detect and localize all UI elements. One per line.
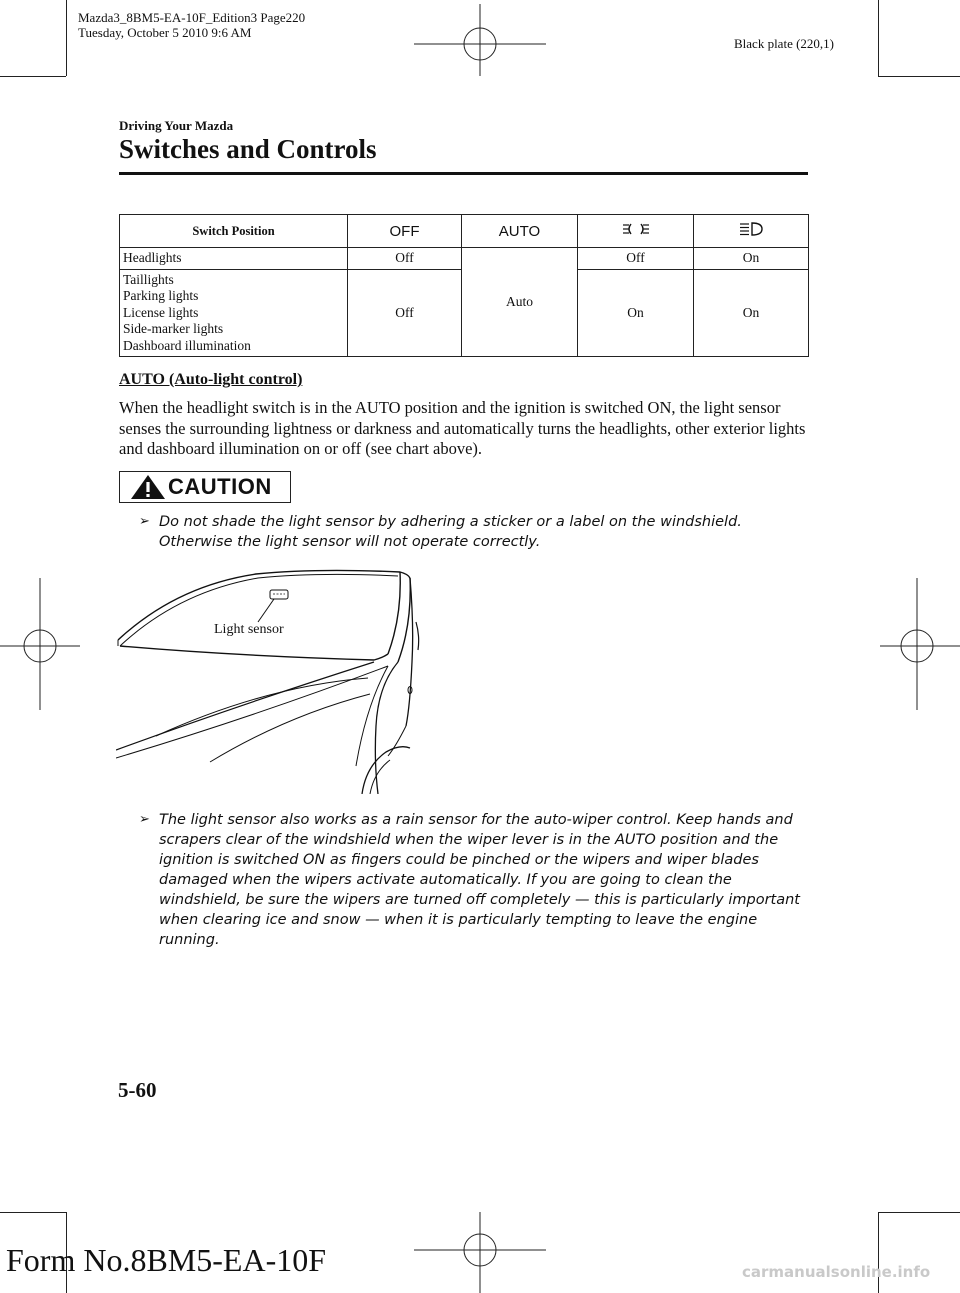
cell-exterior-parking: On <box>578 269 694 357</box>
col-parking-header <box>578 215 694 248</box>
caution-label: CAUTION <box>168 474 272 499</box>
body-paragraph: When the headlight switch is in the AUTO position and the ignition is switched ON, the light sensor senses the surrounding lightness or darkness and automatically turns the headlights, other exterior lights and dashboard illumination on or off (see chart above). <box>119 398 806 458</box>
crop-mark <box>878 1212 960 1213</box>
switch-position-header: Switch Position <box>120 215 348 248</box>
page-title: Switches and Controls <box>119 134 377 164</box>
cell-headlights-off: Off <box>348 248 462 270</box>
file-line: Mazda3_8BM5-EA-10F_Edition3 Page220 <box>78 10 306 25</box>
table-header-row <box>120 215 809 248</box>
switch-position-table <box>119 214 809 357</box>
cell-exterior-headlight: On <box>694 269 809 357</box>
warning-triangle-icon <box>130 474 166 500</box>
date-line: Tuesday, October 5 2010 9:6 AM <box>78 25 252 40</box>
caution-bullet-2 <box>139 810 809 950</box>
bullet-text: Do not shade the light sensor by adhering a sticker or a label on the windshield. Otherwise the light sensor will not operate correctly. <box>159 514 742 550</box>
crop-mark <box>0 1212 66 1213</box>
cell-auto: Auto <box>462 248 578 357</box>
crop-mark <box>0 76 66 77</box>
registration-mark-bottom <box>414 1212 546 1293</box>
section-label: Driving Your Mazda <box>119 118 234 133</box>
caution-bullet-1 <box>139 512 809 552</box>
col-auto-header: AUTO <box>462 215 578 248</box>
col-off-header: OFF <box>348 215 462 248</box>
row-label-line: License lights <box>123 304 199 320</box>
bullet-marker: ➢ <box>139 514 150 529</box>
cell-exterior-off: Off <box>348 269 462 357</box>
registration-mark-top <box>414 4 546 76</box>
subheading: AUTO (Auto-light control) <box>119 371 303 388</box>
row-label-exterior-lights <box>120 269 348 357</box>
row-label-line: Side-marker lights <box>123 321 224 336</box>
row-label-line: Taillights <box>123 271 174 287</box>
row-label-headlights: Headlights <box>120 248 348 270</box>
bullet-marker: ➢ <box>139 812 150 827</box>
figure-label: Light sensor <box>214 622 284 637</box>
file-info <box>78 10 305 40</box>
headlight-icon <box>738 221 764 237</box>
crop-mark <box>66 0 67 76</box>
bullet-text: The light sensor also works as a rain sensor for the auto-wiper control. Keep hands and scrapers clear of the windshield when the wiper lever is in the AUTO position and the ignition is switched ON as fingers could be pinched or the wipers and wiper blades damaged when the wipers activate automatically. If you are going to clean the windshield, be sure the wipers are turned off completely — this is particularly important when clearing ice and snow — when it is particularly tempting to leave the engine running. <box>159 812 800 948</box>
col-headlight-header <box>694 215 809 248</box>
registration-mark-left <box>0 578 80 710</box>
table-row-headlights <box>120 248 809 270</box>
plate-label: Black plate (220,1) <box>734 36 834 51</box>
cell-headlights-headlight: On <box>694 248 809 270</box>
row-label-line: Dashboard illumination <box>123 337 251 353</box>
parking-lights-icon <box>621 221 651 237</box>
title-rule <box>119 172 808 175</box>
form-number: Form No.8BM5-EA-10F <box>6 1242 327 1278</box>
light-sensor-figure <box>116 566 422 794</box>
cell-headlights-parking: Off <box>578 248 694 270</box>
crop-mark <box>878 0 879 76</box>
crop-mark <box>878 76 960 77</box>
row-label-line: Parking lights <box>123 288 199 303</box>
watermark: carmanualsonline.info <box>742 1263 931 1281</box>
registration-mark-right <box>880 578 960 710</box>
page-number: 5-60 <box>118 1078 157 1102</box>
caution-badge <box>119 471 291 503</box>
